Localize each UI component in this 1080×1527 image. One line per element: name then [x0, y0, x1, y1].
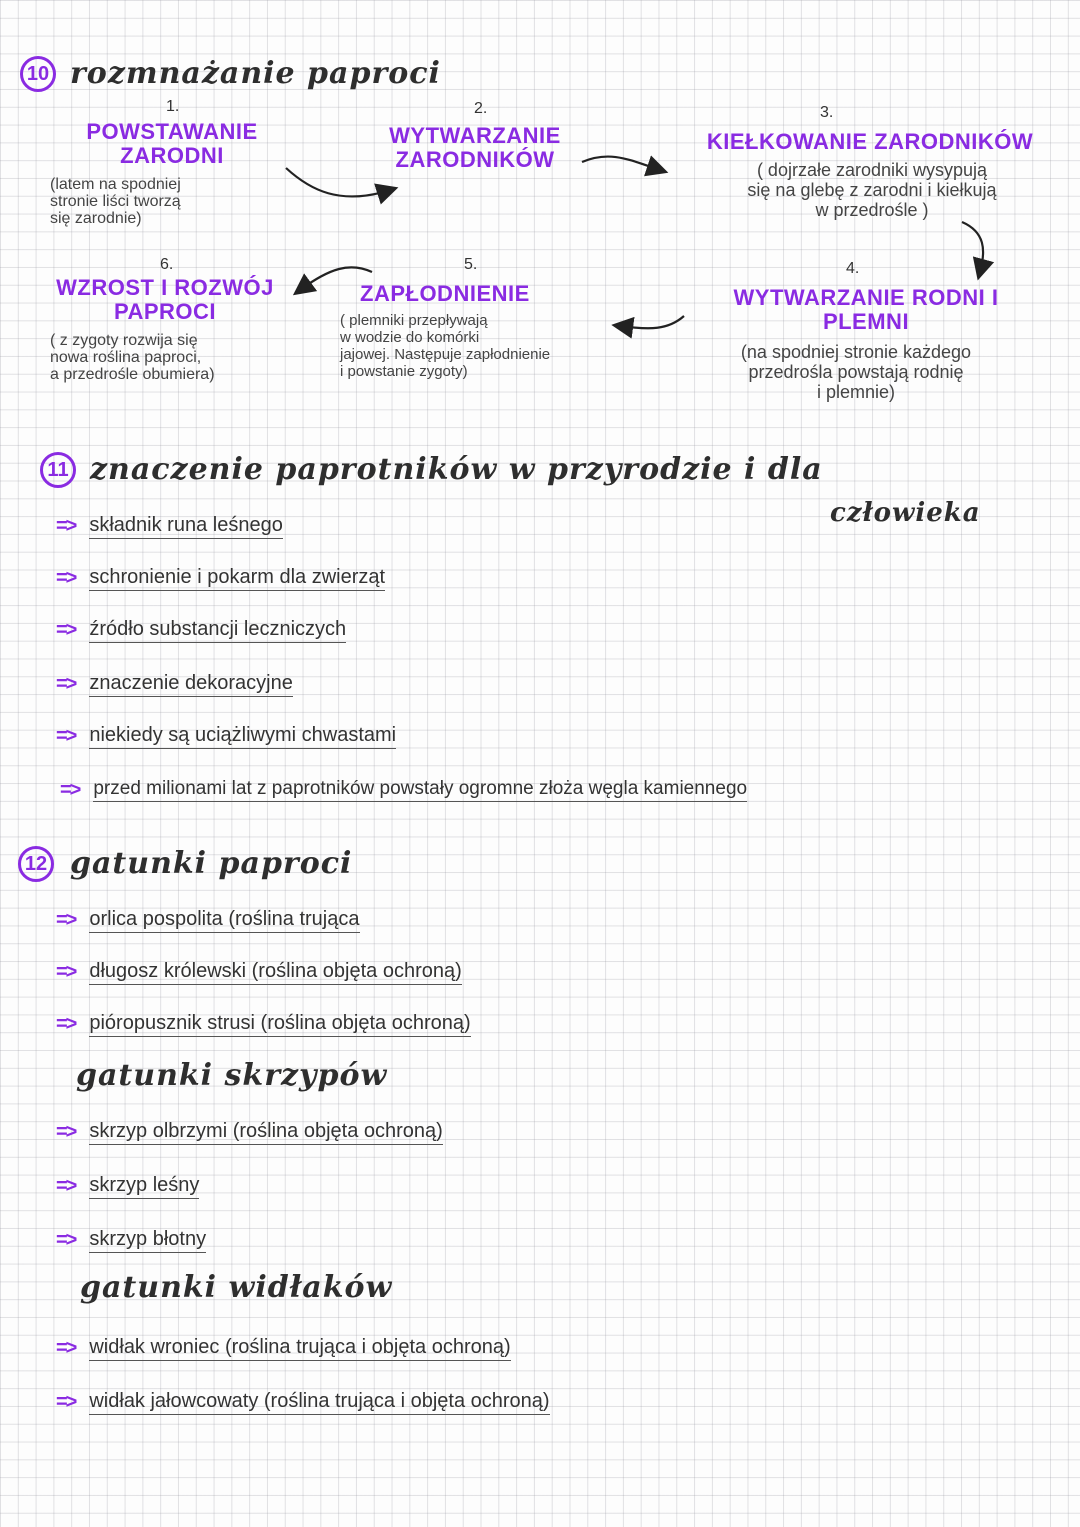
list-item: => skrzyp leśny [56, 1174, 200, 1197]
list-item: => skrzyp błotny [56, 1228, 207, 1251]
cycle-arrows [0, 0, 1080, 440]
section-title-12: gatunki paproci [70, 846, 353, 881]
step-title-1: POWSTAWANIE ZARODNI [86, 119, 258, 168]
list-item: => długosz królewski (roślina objęta ochroną) [56, 960, 462, 983]
step-desc-1: (latem na spodniej stronie liści tworzą się zarodnie) [50, 176, 181, 227]
step-number-2: 2. [474, 100, 488, 117]
list-item: => znaczenie dekoracyjne [56, 672, 293, 695]
section-number-12: 12 [18, 846, 54, 882]
section-title-11-cont: człowieka [830, 498, 981, 528]
bullet-arrow-icon: => [56, 567, 76, 589]
section-number-10: 10 [20, 56, 56, 92]
step-desc-6: ( z zygoty rozwija się nowa roślina paproci, a przedrośle obumiera) [50, 332, 215, 383]
section-title-11: znaczenie paprotników w przyrodzie i dla [90, 452, 823, 487]
bullet-arrow-icon: => [56, 619, 76, 641]
step-title-4: WYTWARZANIE RODNI I PLEMNI [733, 285, 999, 334]
list-item: => schronienie i pokarm dla zwierząt [56, 566, 386, 589]
bullet-arrow-icon: => [56, 1391, 76, 1413]
list-item: => widłak wroniec (roślina trująca i objęta ochroną) [56, 1336, 511, 1359]
arrow-5-to-6 [300, 267, 372, 290]
list-item: => składnik runa leśnego [56, 514, 283, 537]
list-item: => pióropusznik strusi (roślina objęta ochroną) [56, 1012, 471, 1035]
step-number-3: 3. [820, 104, 834, 121]
step-number-5: 5. [464, 256, 478, 273]
arrow-2-to-3 [582, 157, 660, 170]
step-title-2: WYTWARZANIE ZARODNIKÓW [389, 123, 561, 172]
step-title-6: WZROST I ROZWÓJ PAPROCI [56, 275, 274, 324]
bullet-arrow-icon: => [56, 515, 76, 537]
section-number-11: 11 [40, 452, 76, 488]
list-item: => skrzyp olbrzymi (roślina objęta ochroną) [56, 1120, 443, 1143]
subtitle-widlaki: gatunki widłaków [80, 1270, 393, 1305]
list-item: => widłak jałowcowaty (roślina trująca i objęta ochroną) [56, 1390, 550, 1413]
bullet-arrow-icon: => [56, 1121, 76, 1143]
step-number-1: 1. [166, 98, 180, 115]
step-title-3: KIEŁKOWANIE ZARODNIKÓW [706, 129, 1034, 154]
step-desc-3: ( dojrzałe zarodniki wysypują się na glebę z zarodni i kiełkują w przedrośle ) [747, 160, 997, 220]
bullet-arrow-icon: => [56, 1229, 76, 1251]
step-desc-4: (na spodniej stronie każdego przedrośla powstają rodnię i plemnie) [740, 342, 972, 402]
bullet-arrow-icon: => [56, 1175, 76, 1197]
arrow-1-to-2 [286, 168, 390, 196]
list-item: => niekiedy są uciążliwymi chwastami [56, 724, 397, 747]
bullet-arrow-icon: => [56, 909, 76, 931]
section-title-10: rozmnażanie paproci [70, 56, 441, 91]
step-number-4: 4. [846, 260, 860, 277]
bullet-arrow-icon: => [56, 1337, 76, 1359]
arrow-3-to-4 [962, 222, 983, 272]
step-number-6: 6. [160, 256, 174, 273]
step-desc-5: ( plemniki przepływają w wodzie do komórki jajowej. Następuje zapłodnienie i powstanie zygoty) [340, 312, 551, 380]
list-item: => orlica pospolita (roślina trująca [56, 908, 360, 931]
bullet-arrow-icon: => [56, 673, 76, 695]
arrow-4-to-5 [620, 316, 684, 328]
bullet-arrow-icon: => [60, 778, 80, 801]
bullet-arrow-icon: => [56, 1013, 76, 1035]
list-item: => źródło substancji leczniczych [56, 618, 347, 641]
bullet-arrow-icon: => [56, 725, 76, 747]
step-title-5: ZAPŁODNIENIE [360, 281, 530, 306]
bullet-arrow-icon: => [56, 961, 76, 983]
list-item: => przed milionami lat z paprotników powstały ogromne złoża węgla kamiennego [60, 778, 748, 801]
subtitle-skrzypy: gatunki skrzypów [76, 1058, 388, 1093]
